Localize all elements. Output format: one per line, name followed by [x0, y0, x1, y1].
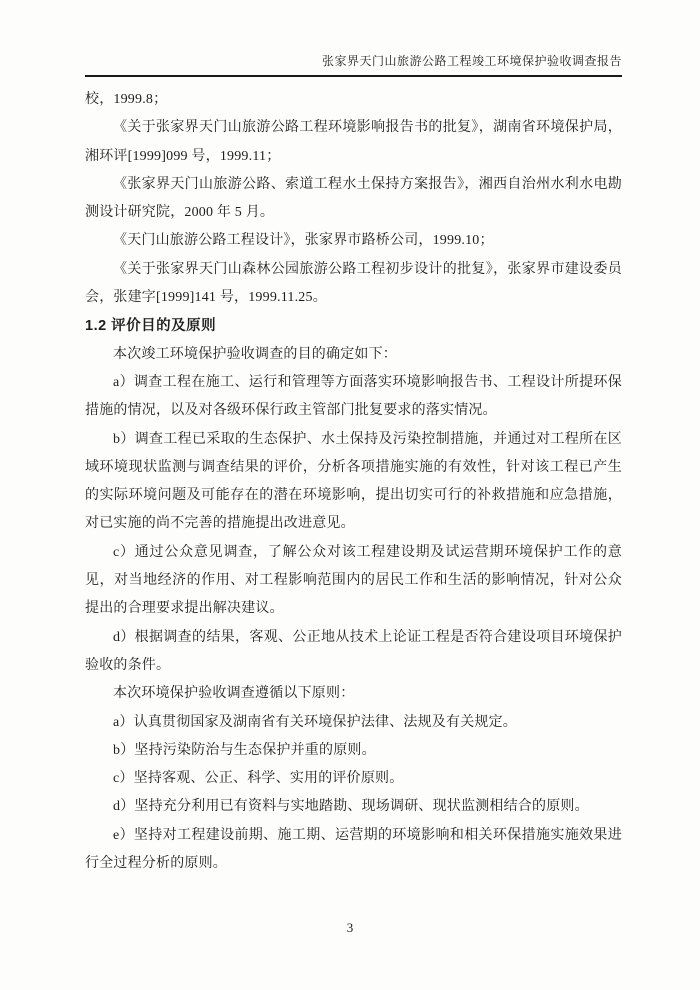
paragraph: 《关于张家界天门山旅游公路工程环境影响报告书的批复》，湖南省环境保护局，湘环评[1999]099 号，1999.11；: [85, 120, 622, 164]
page-footer: [0, 920, 700, 936]
paragraph: 校，1999.8；: [85, 92, 168, 107]
paragraph: c）通过公众意见调查，了解公众对该工程建设期及试运营期环境保护工作的意见，对当地经济的作用、对工程影响范围内的居民工作和生活的影响情况，针对公众提出的合理要求提出解决建议。: [85, 544, 622, 617]
paragraph: 《关于张家界天门山森林公园旅游公路工程初步设计的批复》，张家界市建设委员会，张建字[1999]141 号，1999.11.25。: [85, 261, 622, 306]
paragraph: a）认真贯彻国家及湖南省有关环境保护法律、法规及有关规定。: [113, 714, 518, 730]
section-heading: 1.2 评价目的及原则: [85, 318, 217, 335]
paragraph: c）坚持客观、公正、科学、实用的评价原则。: [113, 771, 404, 787]
paragraph: 《张家界天门山旅游公路、索道工程水土保持方案报告》，湘西自治州水利水电勘测设计研究院，2000 年 5 月。: [85, 176, 622, 221]
page-header: [85, 52, 622, 77]
paragraph: 本次环境保护验收调查遵循以下原则：: [113, 686, 355, 702]
paragraph: b）调查工程已采取的生态保护、水土保持及污染控制措施，并通过对工程所在区域环境现状监测与调查结果的评价，分析各项措施实施的有效性，针对该工程已产生的实际环境问题及可能存在的潜在环境影响，提出切实可行的补救措施和应急措施，对已实施的尚不完善的措施提出改进意见。: [85, 431, 622, 532]
paragraph: 本次竣工环境保护验收调查的目的确定如下：: [113, 346, 397, 362]
paragraph: d）根据调查的结果，客观、公正地从技术上论证工程是否符合建设项目环境保护验收的条件。: [85, 629, 622, 673]
header-title: 张家界天门山旅游公路工程竣工环境保护验收调查报告: [321, 54, 622, 68]
paragraph: e）坚持对工程建设前期、施工期、运营期的环境影响和相关环保措施实施效果进行全过程分析的原则。: [85, 827, 622, 872]
paragraph: b）坚持污染防治与生态保护并重的原则。: [113, 742, 376, 758]
paragraph: d）坚持充分利用已有资料与实地踏勘、现场调研、现状监测相结合的原则。: [113, 799, 589, 815]
page-number: 3: [346, 920, 354, 935]
document-body: [85, 86, 622, 878]
paragraph: a）调查工程在施工、运行和管理等方面落实环境影响报告书、工程设计所提环保措施的情况，以及对各级环保行政主管部门批复要求的落实情况。: [85, 374, 622, 419]
paragraph: 《天门山旅游公路工程设计》，张家界市路桥公司，1999.10；: [113, 233, 494, 249]
